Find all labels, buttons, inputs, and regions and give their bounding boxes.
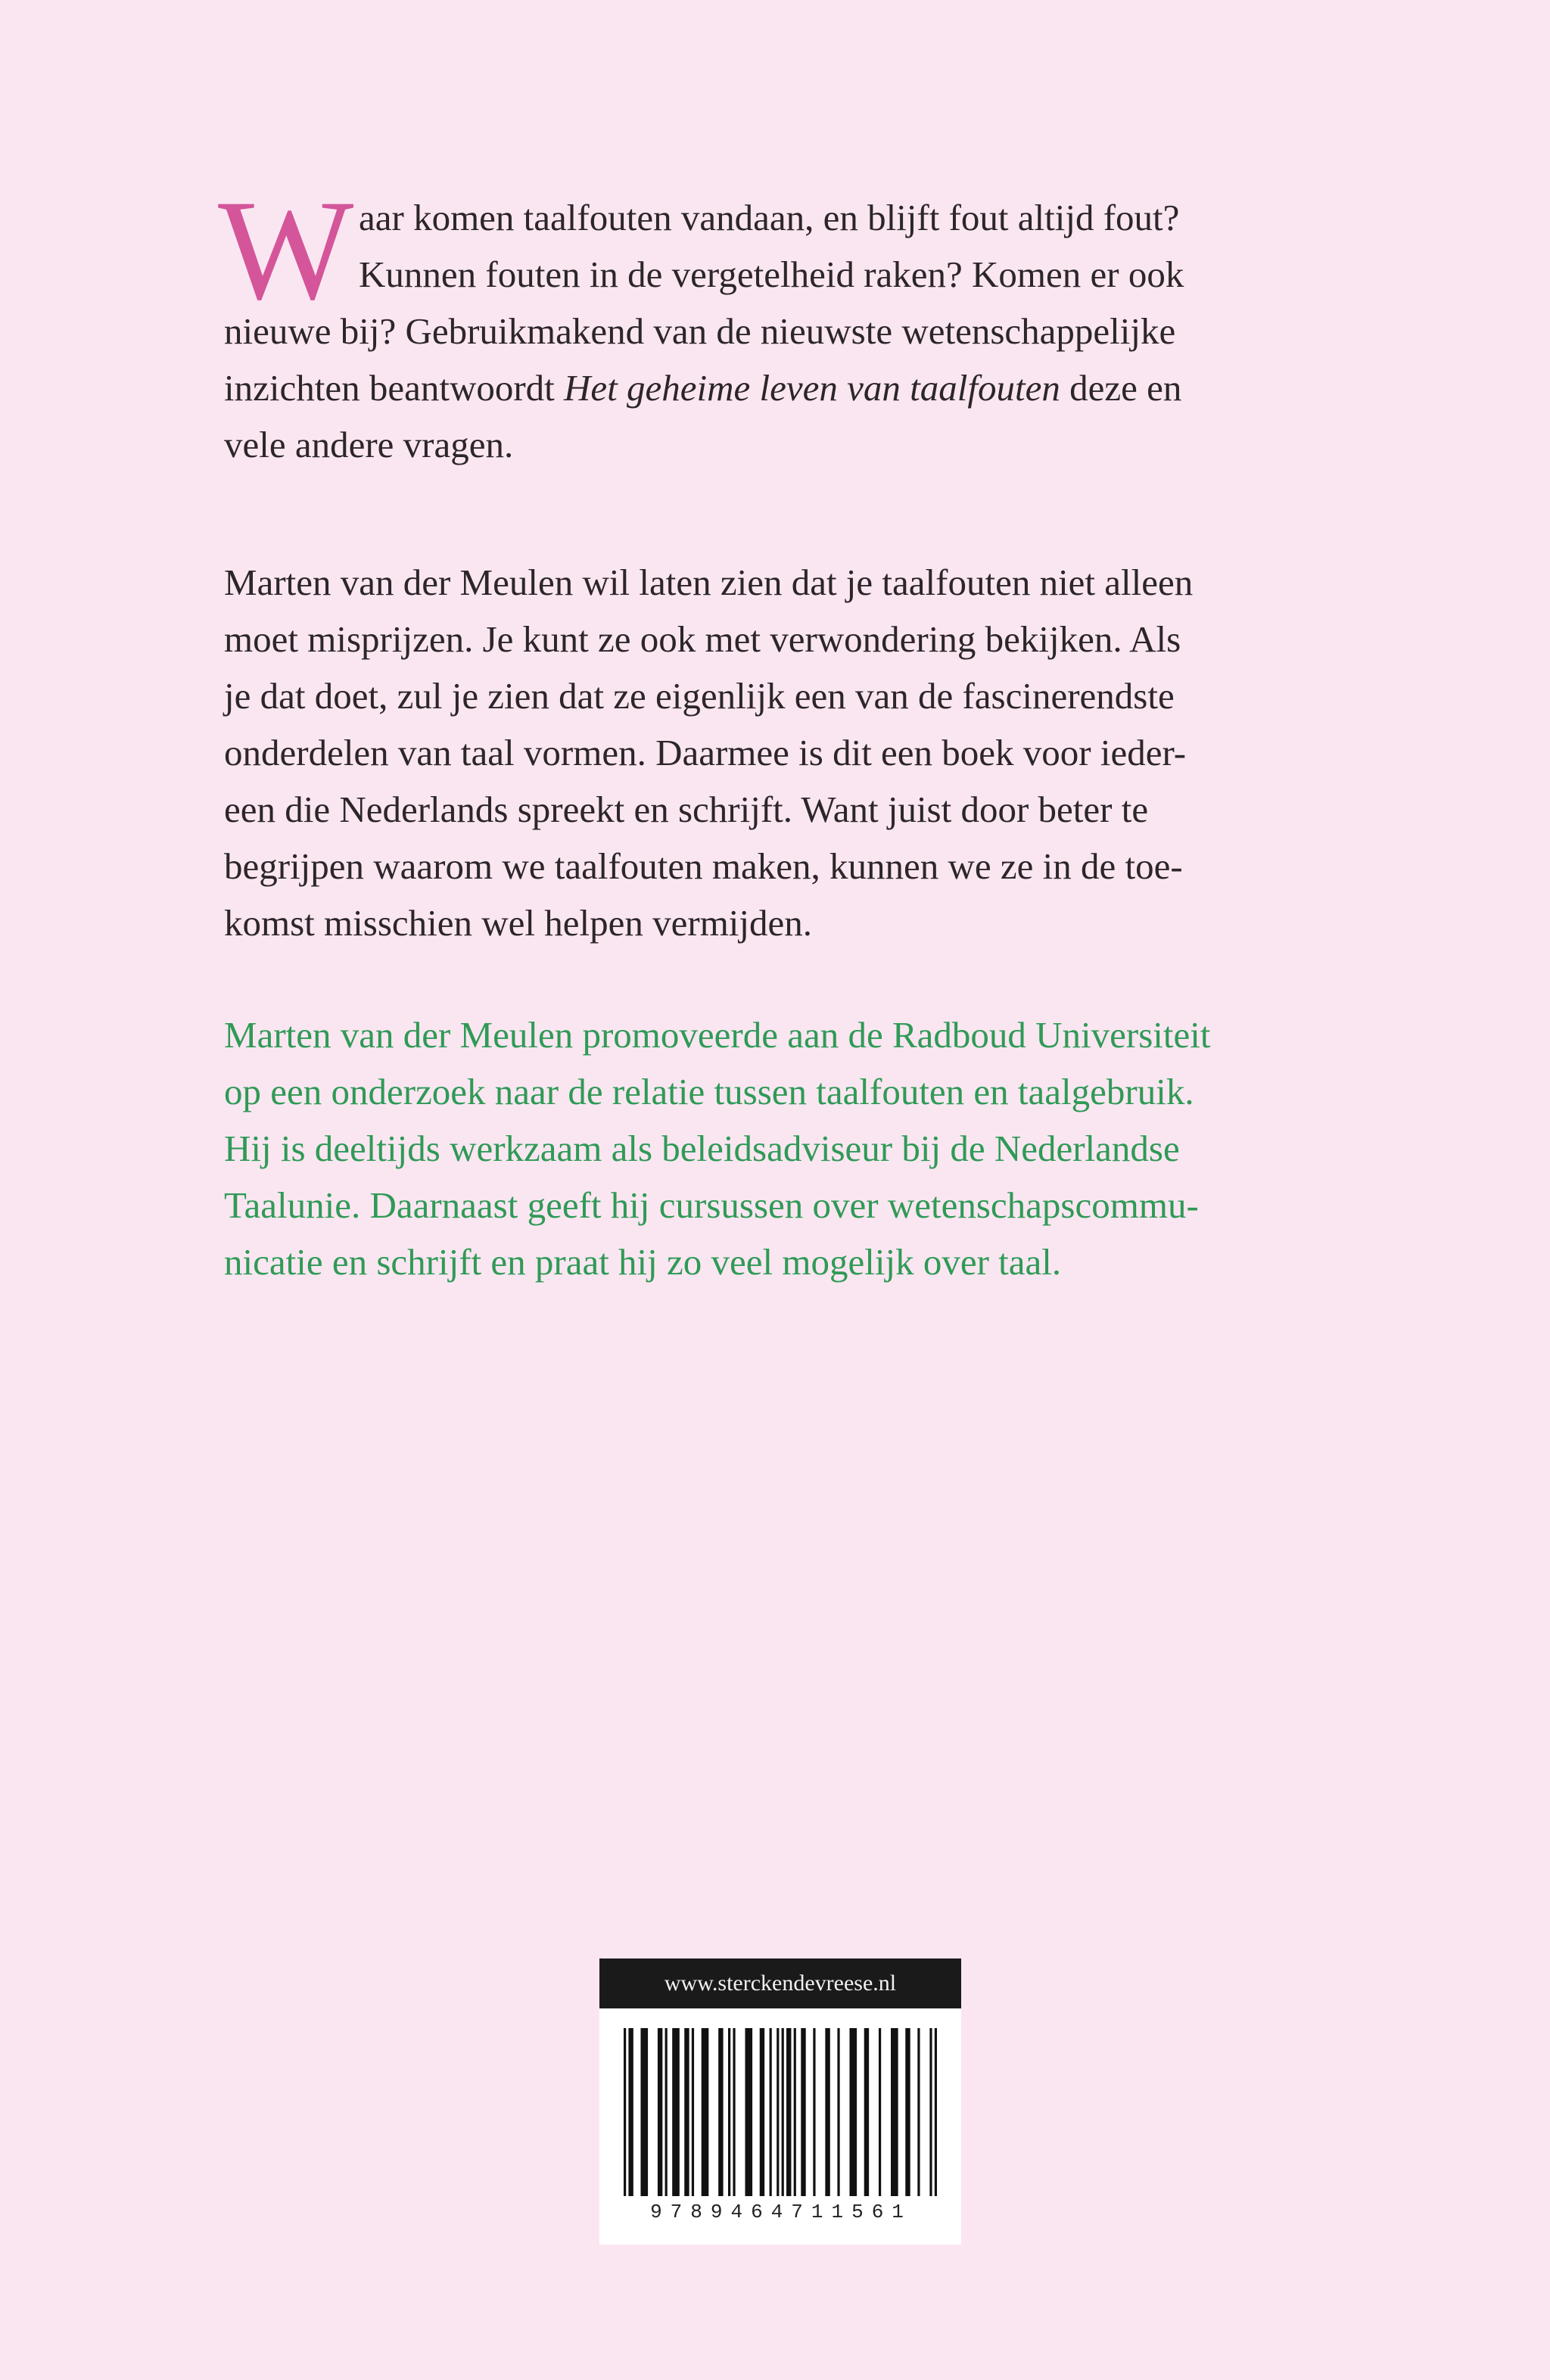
barcode-bar xyxy=(935,2028,937,2196)
barcode-bar xyxy=(837,2028,839,2196)
barcode-bar xyxy=(728,2028,730,2196)
barcode-bar xyxy=(813,2028,815,2196)
barcode-bar xyxy=(786,2028,791,2196)
author-bio-paragraph xyxy=(224,1006,1314,1290)
barcode-bar xyxy=(929,2028,932,2196)
publisher-url: www.sterckendevreese.nl xyxy=(599,1958,961,2008)
intro-line: nieuwe bij? Gebruikmakend van de nieuwste wetenschappelijke xyxy=(224,310,1176,352)
barcode-bar xyxy=(849,2028,857,2196)
barcode-bar xyxy=(684,2028,689,2196)
bio-line: op een onderzoek naar de relatie tussen taalfouten en taalgebruik. xyxy=(224,1071,1194,1112)
barcode-icon xyxy=(624,2028,937,2196)
barcode-bar xyxy=(733,2028,735,2196)
drop-cap: W xyxy=(218,171,354,330)
intro-line: aar komen taalfouten vandaan, en blijft fout altijd fout? xyxy=(359,197,1180,238)
intro-line: vele andere vragen. xyxy=(224,424,514,465)
barcode-bar xyxy=(782,2028,784,2196)
bio-line: Taalunie. Daarnaast geeft hij cursussen over wetenschapscommu- xyxy=(224,1184,1199,1226)
barcode-bar xyxy=(760,2028,764,2196)
description-line: Marten van der Meulen wil laten zien dat je taalfouten niet alleen xyxy=(224,562,1194,603)
description-line: moet misprijzen. Je kunt ze ook met verwondering bekijken. Als xyxy=(224,618,1181,660)
description-line: komst misschien wel helpen vermijden. xyxy=(224,902,813,944)
intro-line-end: deze en xyxy=(1060,367,1182,409)
intro-line-start: inzichten beantwoordt xyxy=(224,367,565,409)
barcode-bar xyxy=(640,2028,648,2196)
barcode-bar xyxy=(672,2028,680,2196)
barcode-bar xyxy=(825,2028,829,2196)
intro-line xyxy=(224,359,1314,416)
intro-line: Kunnen fouten in de vergetelheid raken? Komen er ook xyxy=(359,254,1184,295)
barcode-bar xyxy=(745,2028,752,2196)
barcode-bar xyxy=(905,2028,910,2196)
description-line: een die Nederlands spreekt en schrijft. Want juist door beter te xyxy=(224,789,1149,830)
barcode-bar xyxy=(665,2028,668,2196)
description-line: onderdelen van taal vormen. Daarmee is dit een boek voor ieder- xyxy=(224,732,1187,773)
description-paragraph xyxy=(224,554,1314,951)
barcode-bar xyxy=(702,2028,709,2196)
isbn-digits: 9789464711561 xyxy=(650,2201,912,2223)
barcode-bar xyxy=(770,2028,772,2196)
barcode-bar xyxy=(658,2028,662,2196)
barcode-bar xyxy=(718,2028,723,2196)
bio-line: nicatie en schrijft en praat hij zo veel mogelijk over taal. xyxy=(224,1241,1062,1283)
bio-line: Marten van der Meulen promoveerde aan de Radboud Universiteit xyxy=(224,1014,1211,1056)
description-line: begrijpen waarom we taalfouten maken, kunnen we ze in de toe- xyxy=(224,845,1183,887)
barcode-bar xyxy=(628,2028,633,2196)
barcode-bar xyxy=(879,2028,881,2196)
barcode-bar xyxy=(794,2028,796,2196)
barcode-bar xyxy=(624,2028,626,2196)
barcode-box xyxy=(599,1958,961,2245)
barcode-bar xyxy=(864,2028,869,2196)
barcode-bar xyxy=(891,2028,898,2196)
barcode-bar xyxy=(692,2028,694,2196)
book-title: Het geheime leven van taalfouten xyxy=(564,367,1060,409)
barcode-bar xyxy=(801,2028,805,2196)
barcode-bar xyxy=(777,2028,779,2196)
intro-paragraph xyxy=(218,171,1314,473)
description-line: je dat doet, zul je zien dat ze eigenlijk een van de fascinerendste xyxy=(224,675,1175,717)
bio-line: Hij is deeltijds werkzaam als beleidsadviseur bij de Nederlandse xyxy=(224,1128,1180,1169)
barcode-bar xyxy=(917,2028,920,2196)
